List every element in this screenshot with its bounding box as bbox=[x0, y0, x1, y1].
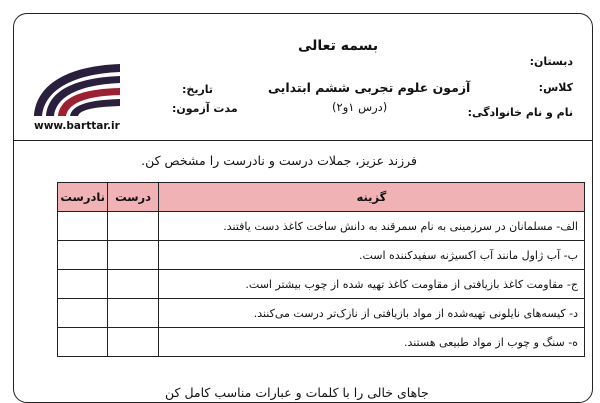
table-row bbox=[58, 299, 585, 328]
true-answer-cell[interactable] bbox=[108, 241, 158, 270]
lesson-numbers: (درس ۱و۲) bbox=[332, 100, 388, 114]
header-separator bbox=[13, 140, 593, 141]
section1-instruction: فرزند عزیز، جملات درست و نادرست را مشخص کن. bbox=[141, 153, 417, 168]
false-answer-cell[interactable] bbox=[58, 241, 108, 270]
website-url: www.barttar.ir bbox=[34, 120, 120, 132]
false-answer-cell[interactable] bbox=[58, 270, 108, 299]
statement-text: ب- آب ژاول مانند آب اکسیژنه سفیدکننده است. bbox=[158, 241, 584, 270]
statement-text: ه- سنگ و چوب از مواد طبیعی هستند. bbox=[158, 328, 584, 357]
table-row bbox=[58, 270, 585, 299]
duration-label: مدت آزمون: bbox=[172, 102, 238, 115]
false-column-header: نادرست bbox=[58, 183, 108, 212]
true-answer-cell[interactable] bbox=[108, 328, 158, 357]
date-label: تاریخ: bbox=[182, 83, 214, 96]
class-label: کلاس: bbox=[538, 81, 573, 94]
section2-instruction: جاهای خالی را با کلمات و عبارات مناسب کامل کن bbox=[165, 385, 429, 400]
false-answer-cell[interactable] bbox=[58, 212, 108, 241]
false-answer-cell[interactable] bbox=[58, 299, 108, 328]
table-row bbox=[58, 328, 585, 357]
true-false-table bbox=[57, 182, 585, 357]
table-row bbox=[58, 241, 585, 270]
option-column-header: گزینه bbox=[158, 183, 584, 212]
exam-title: آزمون علوم تجربی ششم ابتدایی bbox=[268, 80, 471, 95]
true-answer-cell[interactable] bbox=[108, 270, 158, 299]
true-column-header: درست bbox=[108, 183, 158, 212]
table-row bbox=[58, 212, 585, 241]
true-answer-cell[interactable] bbox=[108, 212, 158, 241]
false-answer-cell[interactable] bbox=[58, 328, 108, 357]
page-heading: بسمه تعالی bbox=[298, 38, 379, 54]
name-label: نام و نام خانوادگی: bbox=[467, 106, 573, 119]
barttar-logo bbox=[30, 58, 125, 118]
statement-text: ج- مقاومت کاغذ بازیافتی از مقاومت کاغذ تهیه شده از چوب بیشتر است. bbox=[158, 270, 584, 299]
statement-text: الف- مسلمانان در سرزمینی به نام سمرقند به دانش ساخت کاغذ دست یافتند. bbox=[158, 212, 584, 241]
school-label: دبستان: bbox=[529, 55, 573, 68]
statement-text: د- کیسه‌های نایلونی تهیه‌شده از مواد بازیافتی از نازک‌تر درست می‌کنند. bbox=[158, 299, 584, 328]
true-answer-cell[interactable] bbox=[108, 299, 158, 328]
